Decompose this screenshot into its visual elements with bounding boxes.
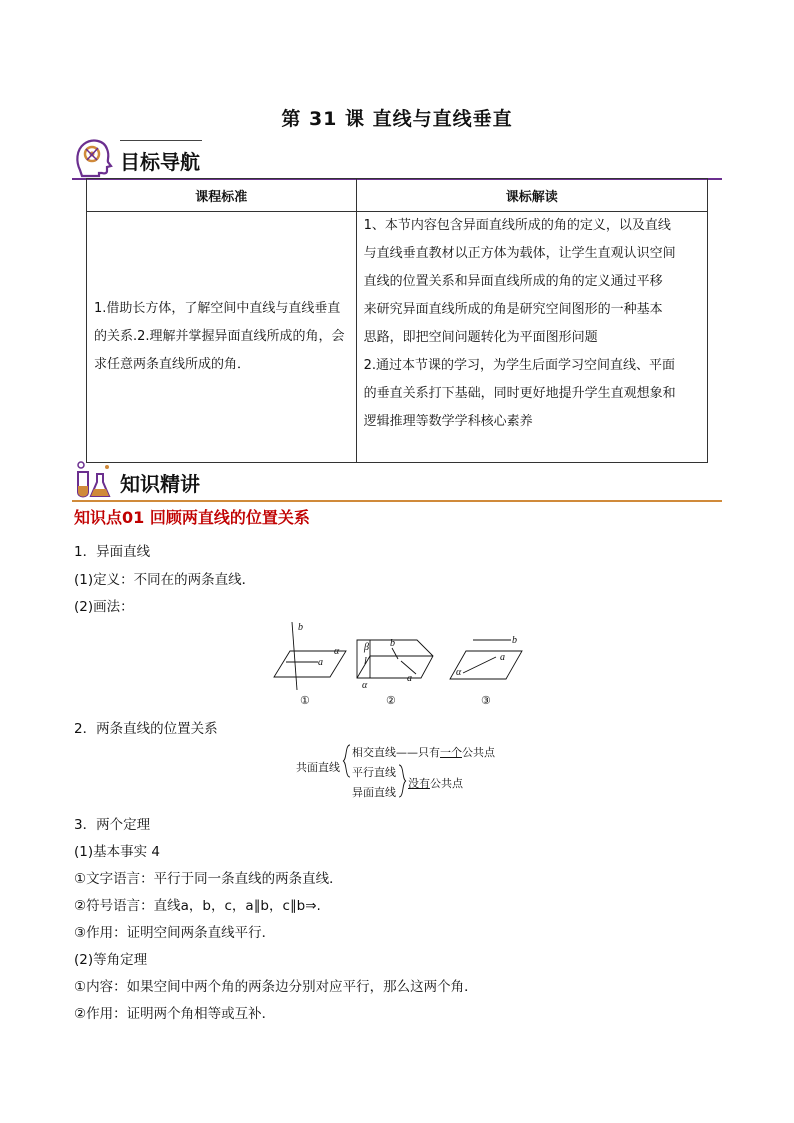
- skew-definition: (1)定义：不同在的两条直线．: [74, 572, 256, 588]
- heading-skew-lines: 1．异面直线: [74, 544, 151, 560]
- label-b: b: [298, 622, 303, 633]
- relation-no-common-point: [408, 775, 463, 791]
- figure-3: [450, 635, 522, 707]
- label-a: a: [407, 673, 412, 684]
- section-goal-title: 目标导航: [120, 150, 200, 174]
- goal-table-header: 课标解读: [356, 179, 707, 212]
- relation-diagram: [296, 742, 536, 800]
- header-accent-line: [120, 140, 202, 141]
- equal-angle-content: ①内容：如果空间中两个角的两条边分别对应平行，那么这两个角．: [74, 979, 478, 995]
- relation-intersecting-desc: ——只有: [396, 746, 440, 759]
- section-knowledge-title: 知识精讲: [120, 472, 200, 496]
- figure-number: ③: [481, 695, 491, 707]
- interpretation-line: 来研究异面直线所成的角是研究空间图形的一种基本: [363, 302, 663, 317]
- interpretation-line: 的垂直关系打下基础，同时更好地提升学生直观想象和: [363, 386, 676, 401]
- goal-table-row: [87, 212, 708, 463]
- label-alpha: α: [362, 680, 368, 691]
- skew-drawing-label: (2)画法：: [74, 599, 134, 615]
- label-l: l: [364, 656, 367, 667]
- fact-4-text: ①文字语言：平行于同一条直线的两条直线．: [74, 871, 343, 887]
- course-standard-cell: 1.借助长方体，了解空间中直线与直线垂直的关系.2.理解并掌握异面直线所成的角，会求任意两条直线所成的角．: [87, 212, 357, 463]
- section-knowledge-rule: [72, 500, 722, 502]
- heading-line-relations: 2．两条直线的位置关系: [74, 721, 218, 737]
- relation-intersecting-label: 相交直线: [352, 746, 396, 759]
- brace-no-common-point: [397, 764, 407, 798]
- figure-1: [274, 622, 346, 707]
- figure-number: ②: [386, 695, 396, 707]
- fact-4-symbol: ②符号语言：直线a，b，c，a∥b，c∥b⇒.: [74, 898, 321, 914]
- label-beta: β: [364, 642, 369, 653]
- skew-lines-diagram: [266, 618, 526, 710]
- relation-intersecting-suffix: 公共点: [462, 746, 495, 759]
- relation-none-suffix: 公共点: [430, 777, 463, 790]
- fact-4-use: ③作用：证明空间两条直线平行．: [74, 925, 276, 941]
- equal-angle-theorem-title: (2)等角定理: [74, 952, 148, 968]
- goal-table-header: 课程标准: [87, 179, 357, 212]
- section-knowledge-header: [72, 458, 722, 502]
- relation-intersecting-count: 一个: [440, 746, 462, 759]
- knowledge-point-title: 知识点01 回顾两直线的位置关系: [74, 508, 310, 527]
- interpretation-line: 思路，即把空间问题转化为平面图形问题: [363, 330, 598, 345]
- standard-interpretation-cell: [356, 212, 707, 463]
- page-title: 第 31 课 直线与直线垂直: [281, 108, 513, 130]
- lab-flask-icon: [72, 458, 114, 500]
- relation-intersecting: [352, 744, 495, 760]
- label-a: a: [500, 652, 505, 663]
- label-a: a: [318, 657, 323, 668]
- equal-angle-use: ②作用：证明两个角相等或互补．: [74, 1006, 276, 1022]
- relation-skew: 异面直线: [352, 786, 396, 799]
- section-goal-header: [72, 136, 722, 180]
- figure-number: ①: [300, 695, 310, 707]
- goal-table-header-row: [87, 179, 708, 212]
- relation-coplanar: 共面直线: [296, 761, 340, 774]
- interpretation-line: 直线的位置关系和异面直线所成的角的定义通过平移: [363, 274, 663, 289]
- interpretation-line: 1、本节内容包含异面直线所成的角的定义，以及直线: [363, 218, 671, 233]
- relation-parallel: 平行直线: [352, 766, 396, 779]
- heading-two-theorems: 3．两个定理: [74, 817, 151, 833]
- interpretation-line: 逻辑推理等数学学科核心素养: [363, 414, 533, 429]
- label-b: b: [390, 638, 395, 649]
- interpretation-line: 与直线垂直教材以正方体为载体，让学生直观认识空间: [363, 246, 676, 261]
- label-alpha: α: [334, 646, 340, 657]
- goal-table: [86, 178, 708, 463]
- figure-2: [357, 638, 433, 707]
- label-b: b: [512, 635, 517, 646]
- brace-coplanar: [342, 744, 352, 778]
- interpretation-line: 2.通过本节课的学习，为学生后面学习空间直线、平面: [363, 358, 675, 373]
- label-alpha: α: [456, 667, 462, 678]
- relation-none-label: 没有: [408, 777, 430, 790]
- brain-gear-icon: [72, 136, 114, 178]
- fact-4-title: (1)基本事实 4: [74, 844, 161, 860]
